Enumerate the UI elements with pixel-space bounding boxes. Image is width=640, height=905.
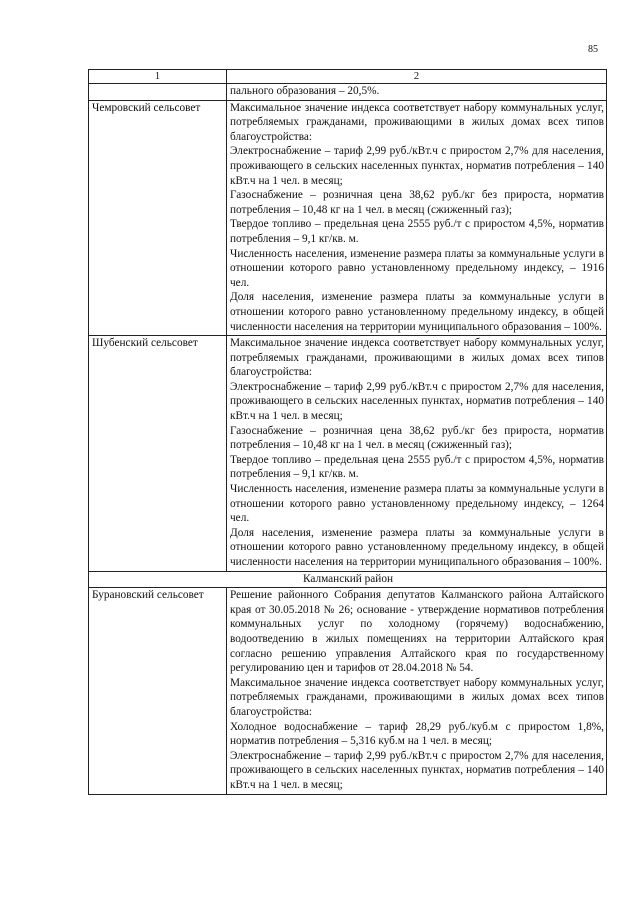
paragraph: Доля населения, изменение размера платы за коммунальные услуги в отношении которого равно установленному предельному индексу, в общей численности населения на территории муниципального образования – 100%. (230, 291, 604, 333)
settlement-name (89, 84, 227, 101)
paragraph: Твердое топливо – предельная цена 2555 руб./т с приростом 4,5%, норматив потребления – 9,1 кг/кв. м. (230, 453, 604, 481)
paragraph: Электроснабжение – тариф 2,99 руб./кВт.ч с приростом 2,7% для населения, проживающего в сельских населенных пунктах, норматив потребления – 140 кВт.ч на 1 чел. в месяц; (230, 145, 604, 187)
column-header-2: 2 (227, 70, 607, 84)
settlement-name: Шубенский сельсовет (89, 336, 227, 572)
district-row (89, 571, 607, 588)
paragraph: Максимальное значение индекса соответствует набору коммунальных услуг, потребляемых гражданами, проживающими в жилых домах всех типов благоустройства: (230, 101, 604, 143)
paragraph: Максимальное значение индекса соответствует набору коммунальных услуг, потребляемых гражданами, проживающими в жилых домах всех типов благоустройства: (230, 337, 604, 379)
row-description (227, 84, 607, 101)
settlement-name: Чемровский сельсовет (89, 100, 227, 336)
table-row (89, 84, 607, 101)
paragraph: Холодное водоснабжение – тариф 28,29 руб./куб.м с приростом 1,8%, норматив потребления – 5,316 куб.м на 1 чел. в месяц; (230, 720, 604, 748)
column-header-1: 1 (89, 70, 227, 84)
table-row (89, 336, 607, 572)
paragraph: Электроснабжение – тариф 2,99 руб./кВт.ч с приростом 2,7% для населения, проживающего в сельских населенных пунктах, норматив потребления – 140 кВт.ч на 1 чел. в месяц; (230, 380, 604, 423)
paragraph: Электроснабжение – тариф 2,99 руб./кВт.ч с приростом 2,7% для населения, проживающего в сельских населенных пунктах, норматив потребления – 140 кВт.ч на 1 чел. в месяц; (230, 749, 604, 791)
paragraph: Твердое топливо – предельная цена 2555 руб./т с приростом 4,5%, норматив потребления – 9,1 кг/кв. м. (230, 218, 604, 245)
table-row (89, 588, 607, 794)
district-name: Калманский район (89, 571, 607, 588)
data-table (88, 69, 607, 795)
page-number: 85 (588, 44, 598, 55)
paragraph: Доля населения, изменение размера платы за коммунальные услуги в отношении которого равно установленному предельному индексу, в общей численности населения на территории муниципального образования – 100%. (230, 526, 604, 568)
table-header-row (89, 70, 607, 84)
paragraph: Решение районного Собрания депутатов Калманского района Алтайского края от 30.05.2018 № 26; основание - утверждение нормативов потребления коммунальных услуг по холодному (горячему) водоснабжению, водоотведению в жилых помещениях на территории Алтайского края согласно решению управления Алтайского края по государственному регулированию цен и тарифов от 28.04.2018 № 54. (230, 589, 604, 675)
paragraph: Максимальное значение индекса соответствует набору коммунальных услуг, потребляемых гражданами, проживающими в жилых домах всех типов благоустройства: (230, 676, 604, 718)
paragraph: Численность населения, изменение размера платы за коммунальные услуги в отношении которого равно установленному предельному индексу, – 1916 чел. (230, 247, 604, 289)
table-row (89, 100, 607, 336)
paragraph: Численность населения, изменение размера платы за коммунальные услуги в отношении которого равно установленному предельному индексу, – 1264 чел. (230, 483, 604, 525)
row-description (227, 100, 607, 336)
paragraph: Газоснабжение – розничная цена 38,62 руб./кг без прироста, норматив потребления – 10,48 кг на 1 чел. в месяц (сжиженный газ); (230, 189, 604, 216)
settlement-name: Бурановский сельсовет (89, 588, 227, 794)
row-description (227, 588, 607, 794)
paragraph: Газоснабжение – розничная цена 38,62 руб./кг без прироста, норматив потребления – 10,48 кг на 1 чел. в месяц (сжиженный газ); (230, 424, 604, 452)
row-description (227, 336, 607, 572)
paragraph: пального образования – 20,5%. (230, 85, 380, 97)
